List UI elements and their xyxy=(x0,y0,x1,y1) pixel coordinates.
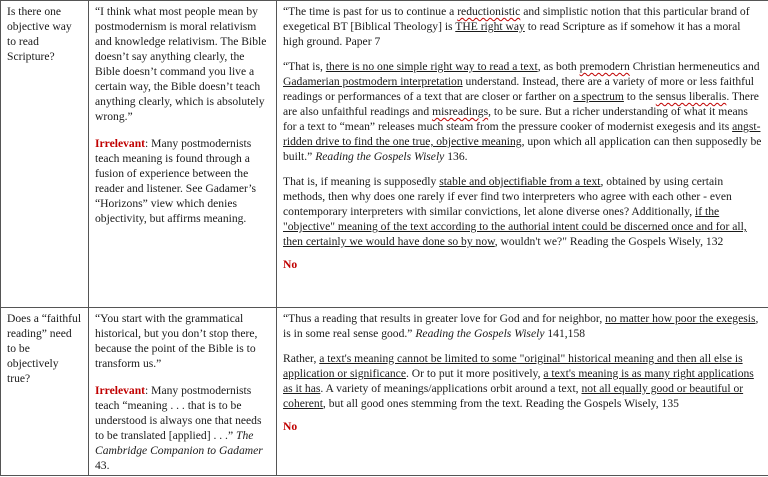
citation-title: Reading the Gospels Wisely xyxy=(415,327,545,340)
question-cell xyxy=(1,308,89,476)
question-cell xyxy=(1,1,89,308)
source-paragraph: “The time is past for us to continue a reductionistic and simplistic notion that this particular brand of exegetical BT [Biblical Theology] is THE right way to read Scripture as if somehow it has a moral high ground. Paper 7 xyxy=(283,5,750,48)
source-paragraph: Rather, a text's meaning cannot be limited to some "original" historical meaning and then all else is application or significance. Or to put it more positively, a text's meaning is as many right applications as it has. A variety of meanings/applications orbit around a text, not all equally good or beautiful or coherent, but all good ones stemming from the text. Reading the Gospels Wisely, 135 xyxy=(283,352,754,410)
source-paragraph: That is, if meaning is supposedly stable and objectifiable from a text, obtained by using certain methods, then why does one rarely if ever find two interpreters who agree with each other - even contemporary interpreters with similar convictions, let alone diverse ones? Additionally, if the "objective" meaning of the text according to the authorial intent could be discerned once and for all, then certainly we would have done so by now, wouldn't we?" Reading the Gospels Wisely, 132 xyxy=(283,175,747,248)
irrelevant-label: Irrelevant xyxy=(95,137,146,150)
postmodern-quote: “I think what most people mean by postmodernism is moral relativism and knowledge relativism. The Bible doesn’t say anything clearly, the Bible doesn’t command you live a certain way, the Bible doesn’t teach anything clearly, which is absolutely wrong.” xyxy=(95,5,267,123)
table-row xyxy=(1,308,768,476)
source-paragraph: “That is, there is no one simple right way to read a text, as both premodern Christian hermeneutics and Gadamerian postmodern interpretation understand. Instead, there are a variety of more or less faithful readings or performances of a text that are closer or farther on a spectrum to the sensus liberalis. There are also unfaithful readings and misreadings, to be sure. But a richer understanding of what it means for a text to “mean” releases much steam from the pressure cooker of modernist exegesis and its angst-ridden drive to find the one true, objective meaning, upon which all application can then supposedly be built.” Reading the Gospels Wisely 136. xyxy=(283,60,762,163)
question-text: Is there one objective way to read Scripture? xyxy=(7,5,72,63)
source-cell xyxy=(277,1,768,308)
irrelevant-label: Irrelevant xyxy=(95,384,146,397)
citation-title: Reading the Gospels Wisely xyxy=(315,150,445,163)
source-paragraph: “Thus a reading that results in greater love for God and for neighbor, no matter how poor the exegesis, is in some real sense good.” Reading the Gospels Wisely 141,158 xyxy=(283,312,759,340)
table-row xyxy=(1,1,768,308)
irrelevant-note-text: : Many postmodernists teach meaning is found through a fusion of experience between the reader and listener. See Gadamer’s “Horizons” view which denies objectivity, but affirms meaning. xyxy=(95,137,257,225)
postmodern-cell xyxy=(89,1,277,308)
verdict-label: No xyxy=(283,420,298,433)
citation-title: The Cambridge Companion to Gadamer xyxy=(95,429,263,457)
source-cell xyxy=(277,308,768,476)
irrelevant-note xyxy=(95,136,270,226)
question-text: Does a “faithful reading” need to be objectively true? xyxy=(7,312,82,385)
irrelevant-note: Irrelevant: Many postmodernists teach “meaning . . . that is to be understood is always one that needs to be translated [applied] . . .” The Cambridge Companion to Gadamer 43. xyxy=(95,384,263,472)
postmodern-quote: “You start with the grammatical historical, but you don’t stop there, because the point of the Bible is to transform us.” xyxy=(95,312,258,370)
postmodern-cell xyxy=(89,308,277,476)
verdict-label: No xyxy=(283,258,298,271)
